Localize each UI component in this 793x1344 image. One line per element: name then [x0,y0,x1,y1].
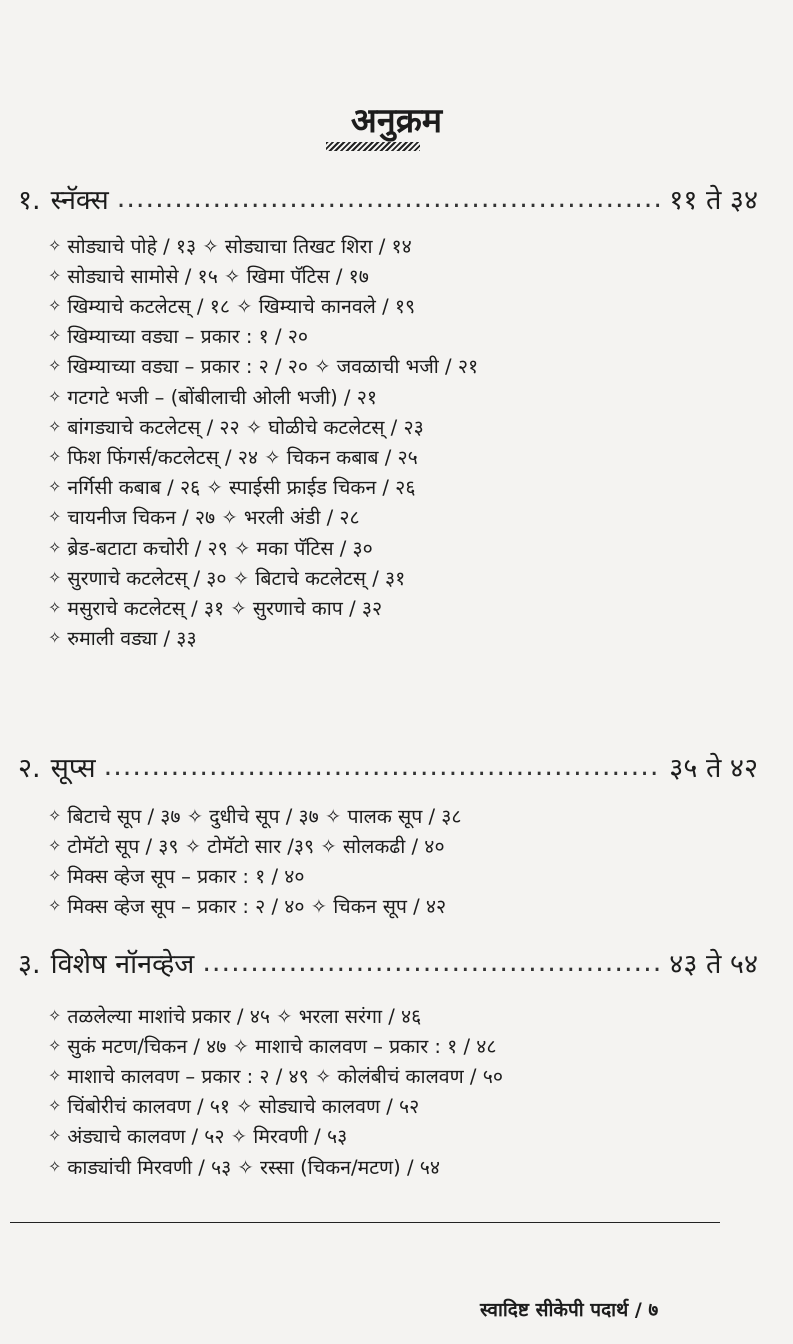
leader-dots [117,183,662,214]
bullet-icon: ✧ [48,805,62,825]
toc-entry-text: ब्रेड-बटाटा कचोरी / २९ ✧ मका पॅटिस / ३० [67,536,373,560]
toc-entry-text: माशाचे कालवण – प्रकार : २ / ४९ ✧ कोलंबीचं कालवण / ५० [67,1064,503,1088]
toc-entry [48,1060,768,1090]
bullet-icon: ✧ [48,477,62,497]
toc-entry-text: अंड्याचे कालवण / ५२ ✧ मिरवणी / ५३ [67,1125,348,1149]
toc-entry [48,441,768,471]
toc-entry [48,800,768,830]
section-name: सूप्स [50,752,96,784]
bullet-icon: ✧ [48,1156,62,1176]
bullet-icon: ✧ [48,446,62,466]
bullet-icon: ✧ [48,628,62,648]
toc-entry [48,1030,768,1060]
toc-entry [48,562,768,592]
toc-entry [48,260,768,290]
bullet-icon: ✧ [48,597,62,617]
toc-entry [48,623,768,653]
toc-entry [48,860,768,890]
bullet-icon: ✧ [48,1065,62,1085]
toc-entry-text: फिश फिंगर्स/कटलेटस् / २४ ✧ चिकन कबाब / २५ [67,445,418,469]
toc-entry [48,351,768,381]
section-heading [18,744,758,788]
toc-entry-text: रुमाली वड्या / ३३ [67,627,197,651]
section-heading [18,940,758,984]
bullet-icon: ✧ [48,507,62,527]
toc-entry-text: तळलेल्या माशांचे प्रकार / ४५ ✧ भरला सरंगा / ४६ [67,1004,422,1028]
toc-entry [48,411,768,441]
toc-entry-text: मिक्स व्हेज सूप – प्रकार : २ / ४० ✧ चिकन सूप / ४२ [67,895,447,919]
toc-entry-text: सोड्याचे पोहे / १३ ✧ सोड्याचा तिखट शिरा / १४ [67,234,412,258]
toc-entry-text: सुकं मटण/चिकन / ४७ ✧ माशाचे कालवण – प्रकार : १ / ४८ [67,1034,497,1058]
toc-entry-text: खिम्याच्या वड्या – प्रकार : १ / २० [67,325,309,349]
toc-entry-text: बांगड्याचे कटलेटस् / २२ ✧ घोळीचे कटलेटस् / २३ [67,415,424,439]
toc-entry [48,381,768,411]
toc-entry [48,532,768,562]
bullet-icon: ✧ [48,386,62,406]
toc-entry [48,1091,768,1121]
section-number: १. [18,184,41,216]
toc-entry-text: खिम्याचे कटलेटस् / १८ ✧ खिम्याचे कानवले / १९ [67,294,416,318]
toc-entry-text: मसुराचे कटलेटस् / ३१ ✧ सुरणाचे काप / ३२ [67,596,383,620]
bullet-icon: ✧ [48,1096,62,1116]
toc-entry [48,1121,768,1151]
section-name: विशेष नॉनव्हेज [50,948,195,980]
section-heading [18,176,758,220]
toc-entry [48,1000,768,1030]
bullet-icon: ✧ [48,356,62,376]
toc-entry-text: नर्गिसी कबाब / २६ ✧ स्पाईसी फ्राईड चिकन / २६ [67,476,416,500]
bullet-icon: ✧ [48,835,62,855]
toc-entry-text: बिटाचे सूप / ३७ ✧ दुधीचे सूप / ३७ ✧ पालक सूप / ३८ [67,804,462,828]
bullet-icon: ✧ [48,235,62,255]
toc-entry-text: काड्यांची मिरवणी / ५३ ✧ रस्सा (चिकन/मटण) / ५४ [67,1155,441,1179]
toc-entry-text: टोमॅटो सूप / ३९ ✧ टोमॅटो सार /३९ ✧ सोलकढी / ४० [67,834,445,858]
section-number: ३. [18,948,41,980]
toc-entry-text: चायनीज चिकन / २७ ✧ भरली अंडी / २८ [67,506,360,530]
toc-entry-text: सुरणाचे कटलेटस् / ३० ✧ बिटाचे कटलेटस् / ३१ [67,566,406,590]
toc-entry [48,502,768,532]
title-wrap [0,96,793,144]
toc-entry [48,472,768,502]
bullet-icon: ✧ [48,567,62,587]
bullet-icon: ✧ [48,896,62,916]
section-page-range: ११ ते ३४ [669,184,758,216]
toc-entry [48,891,768,921]
bullet-icon: ✧ [48,416,62,436]
toc-entry [48,592,768,622]
leader-dots [104,751,662,782]
footer-divider [10,1222,720,1223]
toc-entry-text: खिम्याच्या वड्या – प्रकार : २ / २० ✧ जवळाची भजी / २१ [67,355,479,379]
section-number: २. [18,752,41,784]
toc-entry [48,830,768,860]
bullet-icon: ✧ [48,326,62,346]
page-footer: स्वादिष्ट सीकेपी पदार्थ / ७ [480,1299,659,1321]
bullet-icon: ✧ [48,537,62,557]
toc-entry [48,290,768,320]
section-page-range: ३५ ते ४२ [669,752,758,784]
bullet-icon: ✧ [48,1005,62,1025]
bullet-icon: ✧ [48,265,62,285]
bullet-icon: ✧ [48,865,62,885]
leader-dots [202,947,661,978]
toc-entry-text: गटगटे भजी – (बोंबीलाची ओली भजी) / २१ [67,385,377,409]
toc-entry [48,230,768,260]
bullet-icon: ✧ [48,1126,62,1146]
bullet-icon: ✧ [48,1035,62,1055]
title-underline [326,142,420,151]
toc-entry-text: सोड्याचे सामोसे / १५ ✧ खिमा पॅटिस / १७ [67,264,369,288]
section-name: स्नॅक्स [50,184,109,216]
toc-entry [48,321,768,351]
toc-entry [48,1151,768,1181]
toc-entry-text: मिक्स व्हेज सूप – प्रकार : १ / ४० [67,864,305,888]
toc-entry-text: चिंबोरीचं कालवण / ५१ ✧ सोड्याचे कालवण / ५२ [67,1095,420,1119]
bullet-icon: ✧ [48,295,62,315]
section-page-range: ४३ ते ५४ [669,948,758,980]
page-title: अनुक्रम [350,101,443,141]
